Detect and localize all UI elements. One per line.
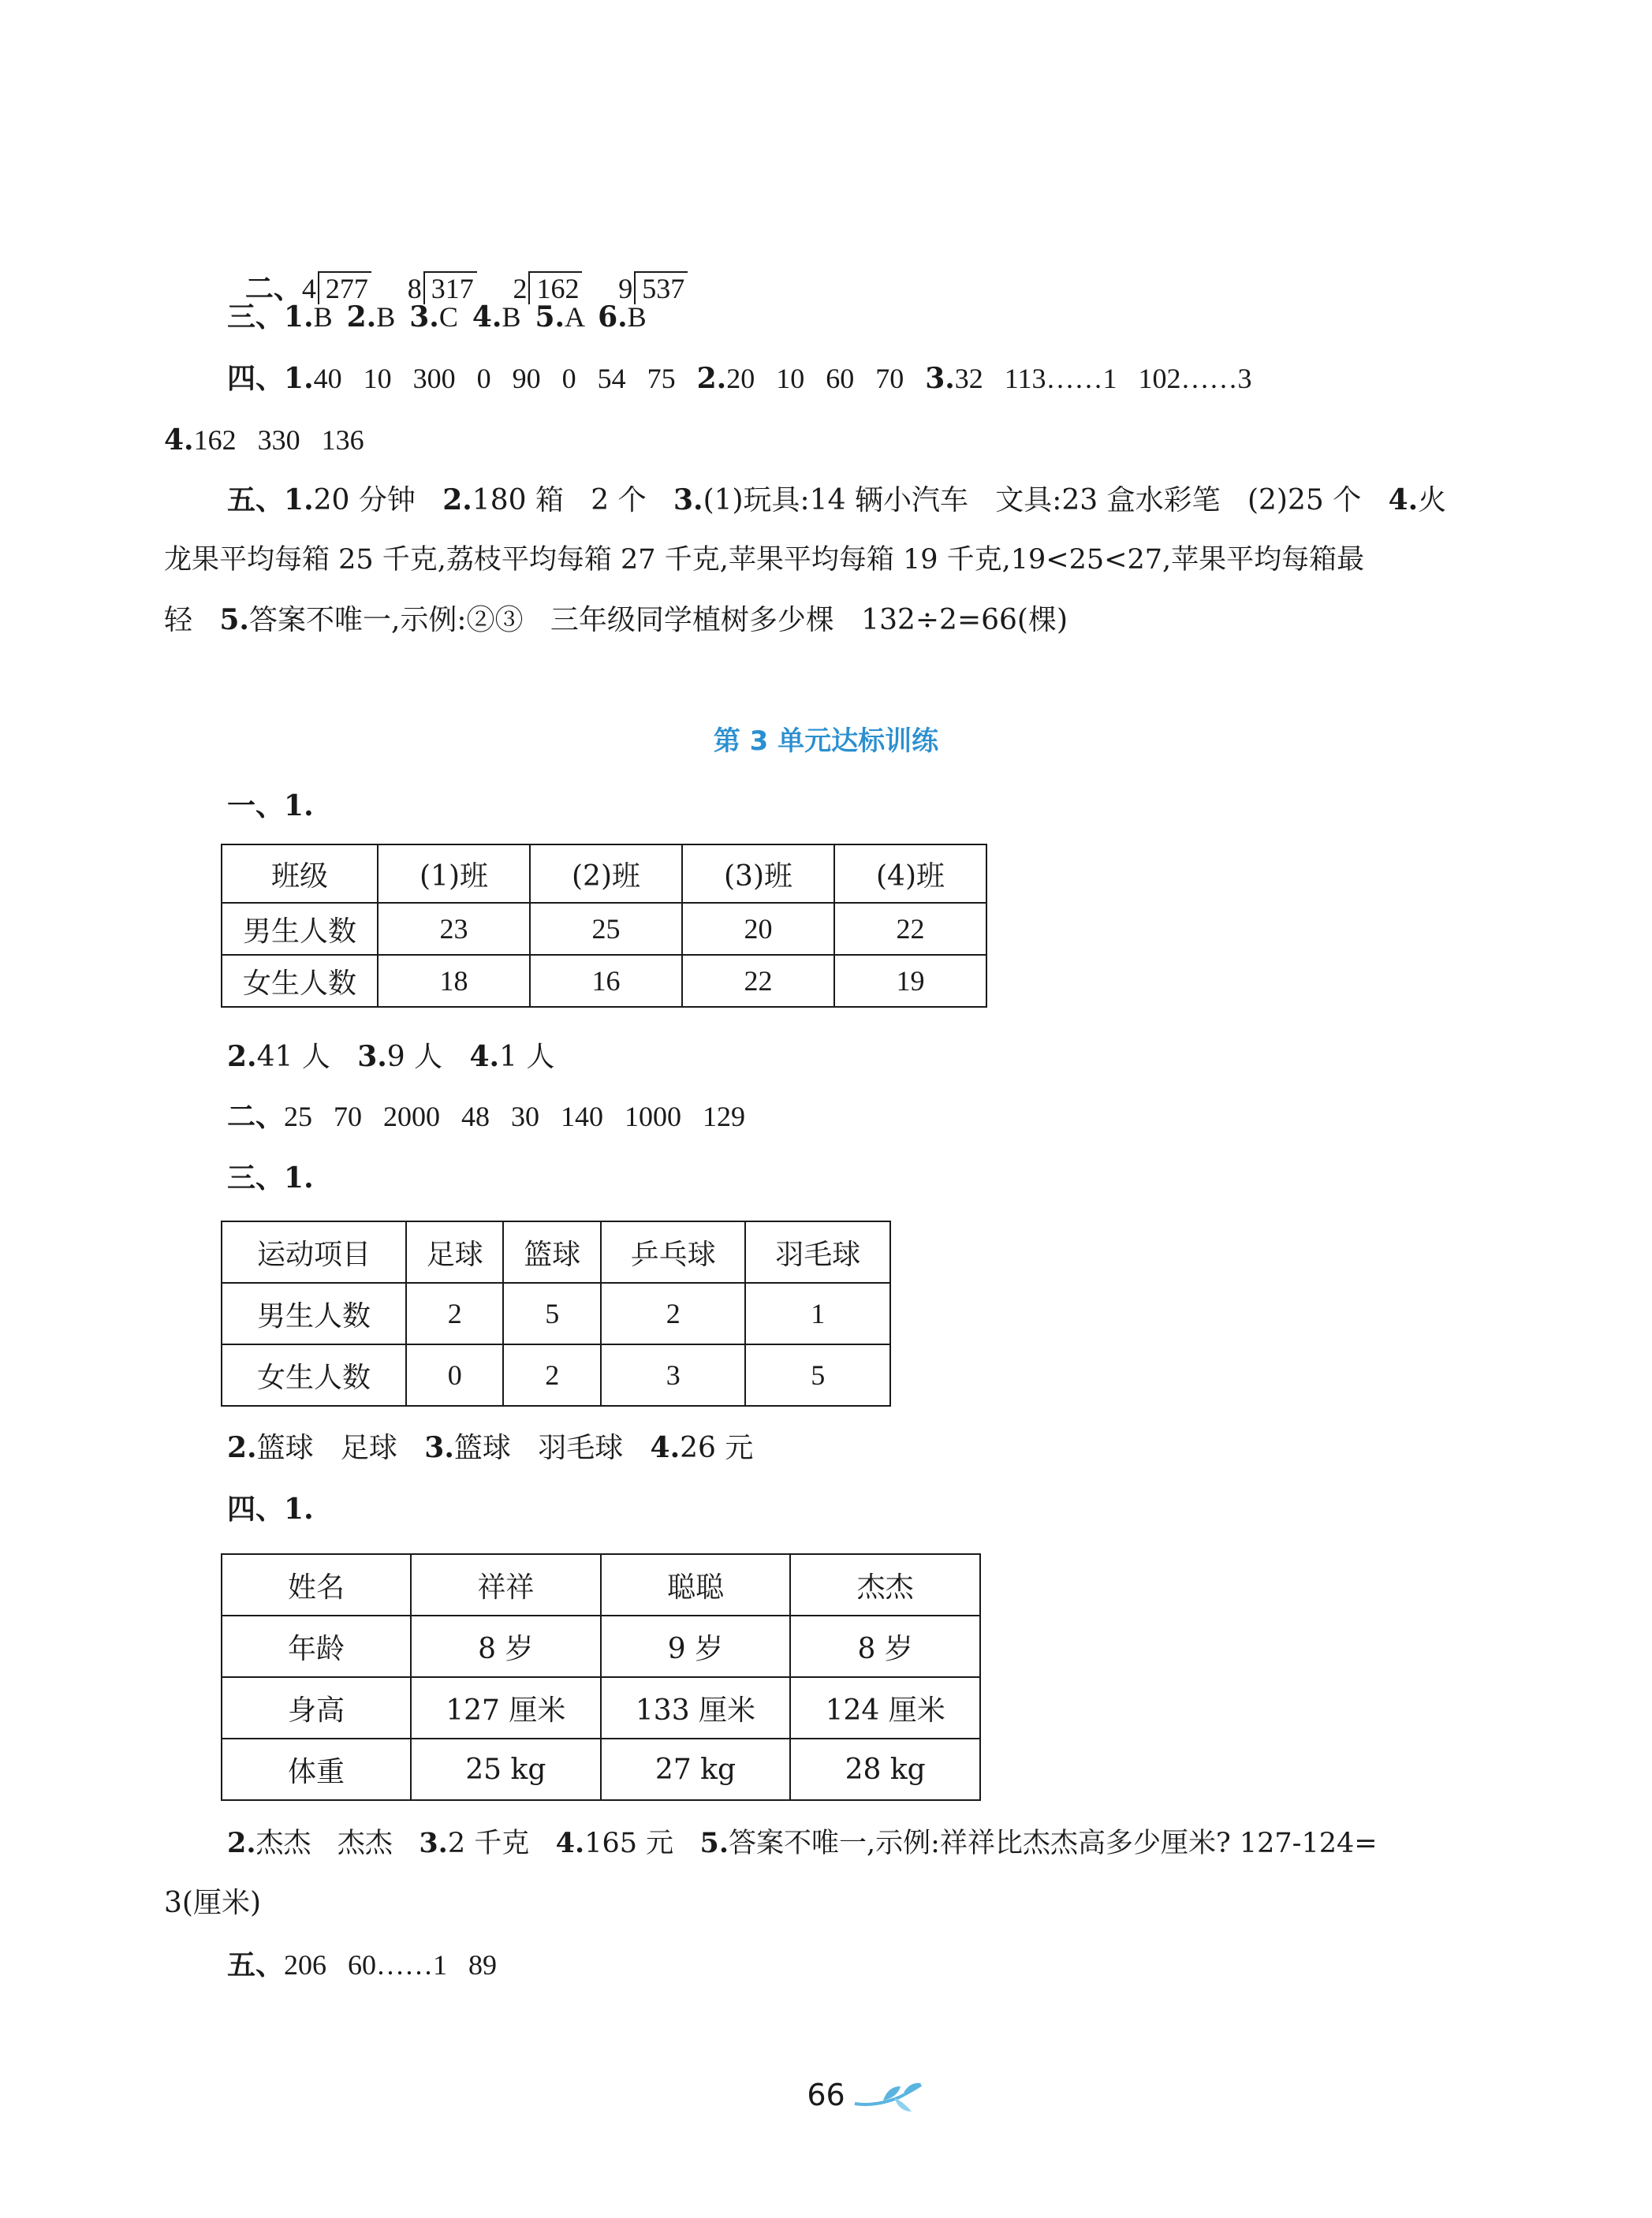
table-cell: 127 厘米 bbox=[411, 1677, 601, 1739]
u4-label: 四、1. bbox=[227, 1493, 314, 1526]
u1-answers: 2.41 人 3.9 人 4.1 人 bbox=[227, 1040, 555, 1073]
sec2-label: 二、 bbox=[244, 272, 302, 305]
table-cell: 5 bbox=[745, 1344, 890, 1406]
table-cell: (1)班 bbox=[378, 844, 530, 903]
table-cell: 姓名 bbox=[222, 1554, 411, 1616]
sec3-line: 三、1.B 2.B 3.C 4.B 5.A 6.B bbox=[227, 300, 647, 334]
table-cell: 20 bbox=[682, 903, 834, 955]
table-cell: 28 kg bbox=[790, 1739, 980, 1800]
table-cell: 男生人数 bbox=[222, 903, 378, 955]
table-cell: 18 bbox=[378, 955, 530, 1007]
class-table bbox=[221, 844, 987, 1008]
table-cell: 杰杰 bbox=[790, 1554, 980, 1616]
table-cell: 25 bbox=[530, 903, 682, 955]
table-cell: 124 厘米 bbox=[790, 1677, 980, 1739]
sec2-line bbox=[227, 237, 688, 307]
unit-heading: 第 3 单元达标训练 bbox=[713, 725, 939, 757]
table-cell: 年龄 bbox=[222, 1616, 411, 1677]
sec4-line2: 4.162 330 136 bbox=[164, 423, 364, 457]
u4-answers-line2: 3(厘米) bbox=[164, 1887, 261, 1919]
table-cell: 19 bbox=[834, 955, 986, 1007]
table-cell: 25 kg bbox=[411, 1739, 601, 1800]
table-cell: 女生人数 bbox=[222, 1344, 406, 1406]
u3-answers: 2.篮球 足球 3.篮球 羽毛球 4.26 元 bbox=[227, 1431, 754, 1464]
u2-line: 二、25 70 2000 48 30 140 1000 129 bbox=[227, 1100, 746, 1133]
table-cell: 祥祥 bbox=[411, 1554, 601, 1616]
table-cell: 运动项目 bbox=[222, 1221, 406, 1283]
long-division: 9 537 bbox=[618, 271, 688, 307]
table-cell: 体重 bbox=[222, 1739, 411, 1800]
sec5-line3: 轻 5.答案不唯一,示例:②③ 三年级同学植树多少棵 132÷2=66(棵) bbox=[164, 603, 1068, 636]
leaf-ornament-icon bbox=[852, 2080, 924, 2116]
long-division: 8 317 bbox=[408, 271, 477, 307]
table-cell: 8 岁 bbox=[790, 1616, 980, 1677]
table-cell: 23 bbox=[378, 903, 530, 955]
u3-label: 三、1. bbox=[227, 1161, 314, 1195]
table-cell: 篮球 bbox=[503, 1221, 600, 1283]
table-cell: 9 岁 bbox=[601, 1616, 791, 1677]
student-table bbox=[221, 1553, 981, 1801]
table-cell: 聪聪 bbox=[601, 1554, 791, 1616]
table-cell: 乒乓球 bbox=[601, 1221, 746, 1283]
table-cell: 身高 bbox=[222, 1677, 411, 1739]
sec5-line1: 五、1.20 分钟 2.180 箱 2 个 3.(1)玩具:14 辆小汽车 文具:23 盒水彩笔 (2)25 个 4.火 bbox=[227, 483, 1447, 516]
table-cell: 男生人数 bbox=[222, 1283, 406, 1344]
u1-label: 一、1. bbox=[227, 789, 314, 822]
table-cell: (4)班 bbox=[834, 844, 986, 903]
table-cell: 5 bbox=[503, 1283, 600, 1344]
long-division: 4 277 bbox=[302, 271, 371, 307]
table-cell: 2 bbox=[406, 1283, 503, 1344]
sports-table bbox=[221, 1221, 891, 1407]
table-cell: 班级 bbox=[222, 844, 378, 903]
table-cell: 2 bbox=[601, 1283, 746, 1344]
table-cell: 27 kg bbox=[601, 1739, 791, 1800]
table-cell: (3)班 bbox=[682, 844, 834, 903]
table-cell: 22 bbox=[682, 955, 834, 1007]
table-cell: 8 岁 bbox=[411, 1616, 601, 1677]
table-cell: 1 bbox=[745, 1283, 890, 1344]
table-cell: 羽毛球 bbox=[745, 1221, 890, 1283]
table-cell: 女生人数 bbox=[222, 955, 378, 1007]
sec5-line2: 龙果平均每箱 25 千克,荔枝平均每箱 27 千克,苹果平均每箱 19 千克,19<25<27,苹果平均每箱最 bbox=[164, 544, 1365, 576]
long-division: 2 162 bbox=[513, 271, 582, 307]
u5-line: 五、206 60……1 89 bbox=[227, 1948, 498, 1981]
table-cell: 2 bbox=[503, 1344, 600, 1406]
table-cell: 16 bbox=[530, 955, 682, 1007]
table-cell: (2)班 bbox=[530, 844, 682, 903]
table-cell: 0 bbox=[406, 1344, 503, 1406]
table-cell: 133 厘米 bbox=[601, 1677, 791, 1739]
page-number: 66 bbox=[807, 2078, 845, 2112]
table-cell: 足球 bbox=[406, 1221, 503, 1283]
u4-answers-line1: 2.杰杰 杰杰 3.2 千克 4.165 元 5.答案不唯一,示例:祥祥比杰杰高多少厘米? 127-124= bbox=[227, 1827, 1378, 1859]
sec4-line1: 四、1.40 10 300 0 90 0 54 75 2.20 10 60 70 3.32 113……1 102……3 bbox=[227, 362, 1252, 395]
table-cell: 3 bbox=[601, 1344, 746, 1406]
table-cell: 22 bbox=[834, 903, 986, 955]
